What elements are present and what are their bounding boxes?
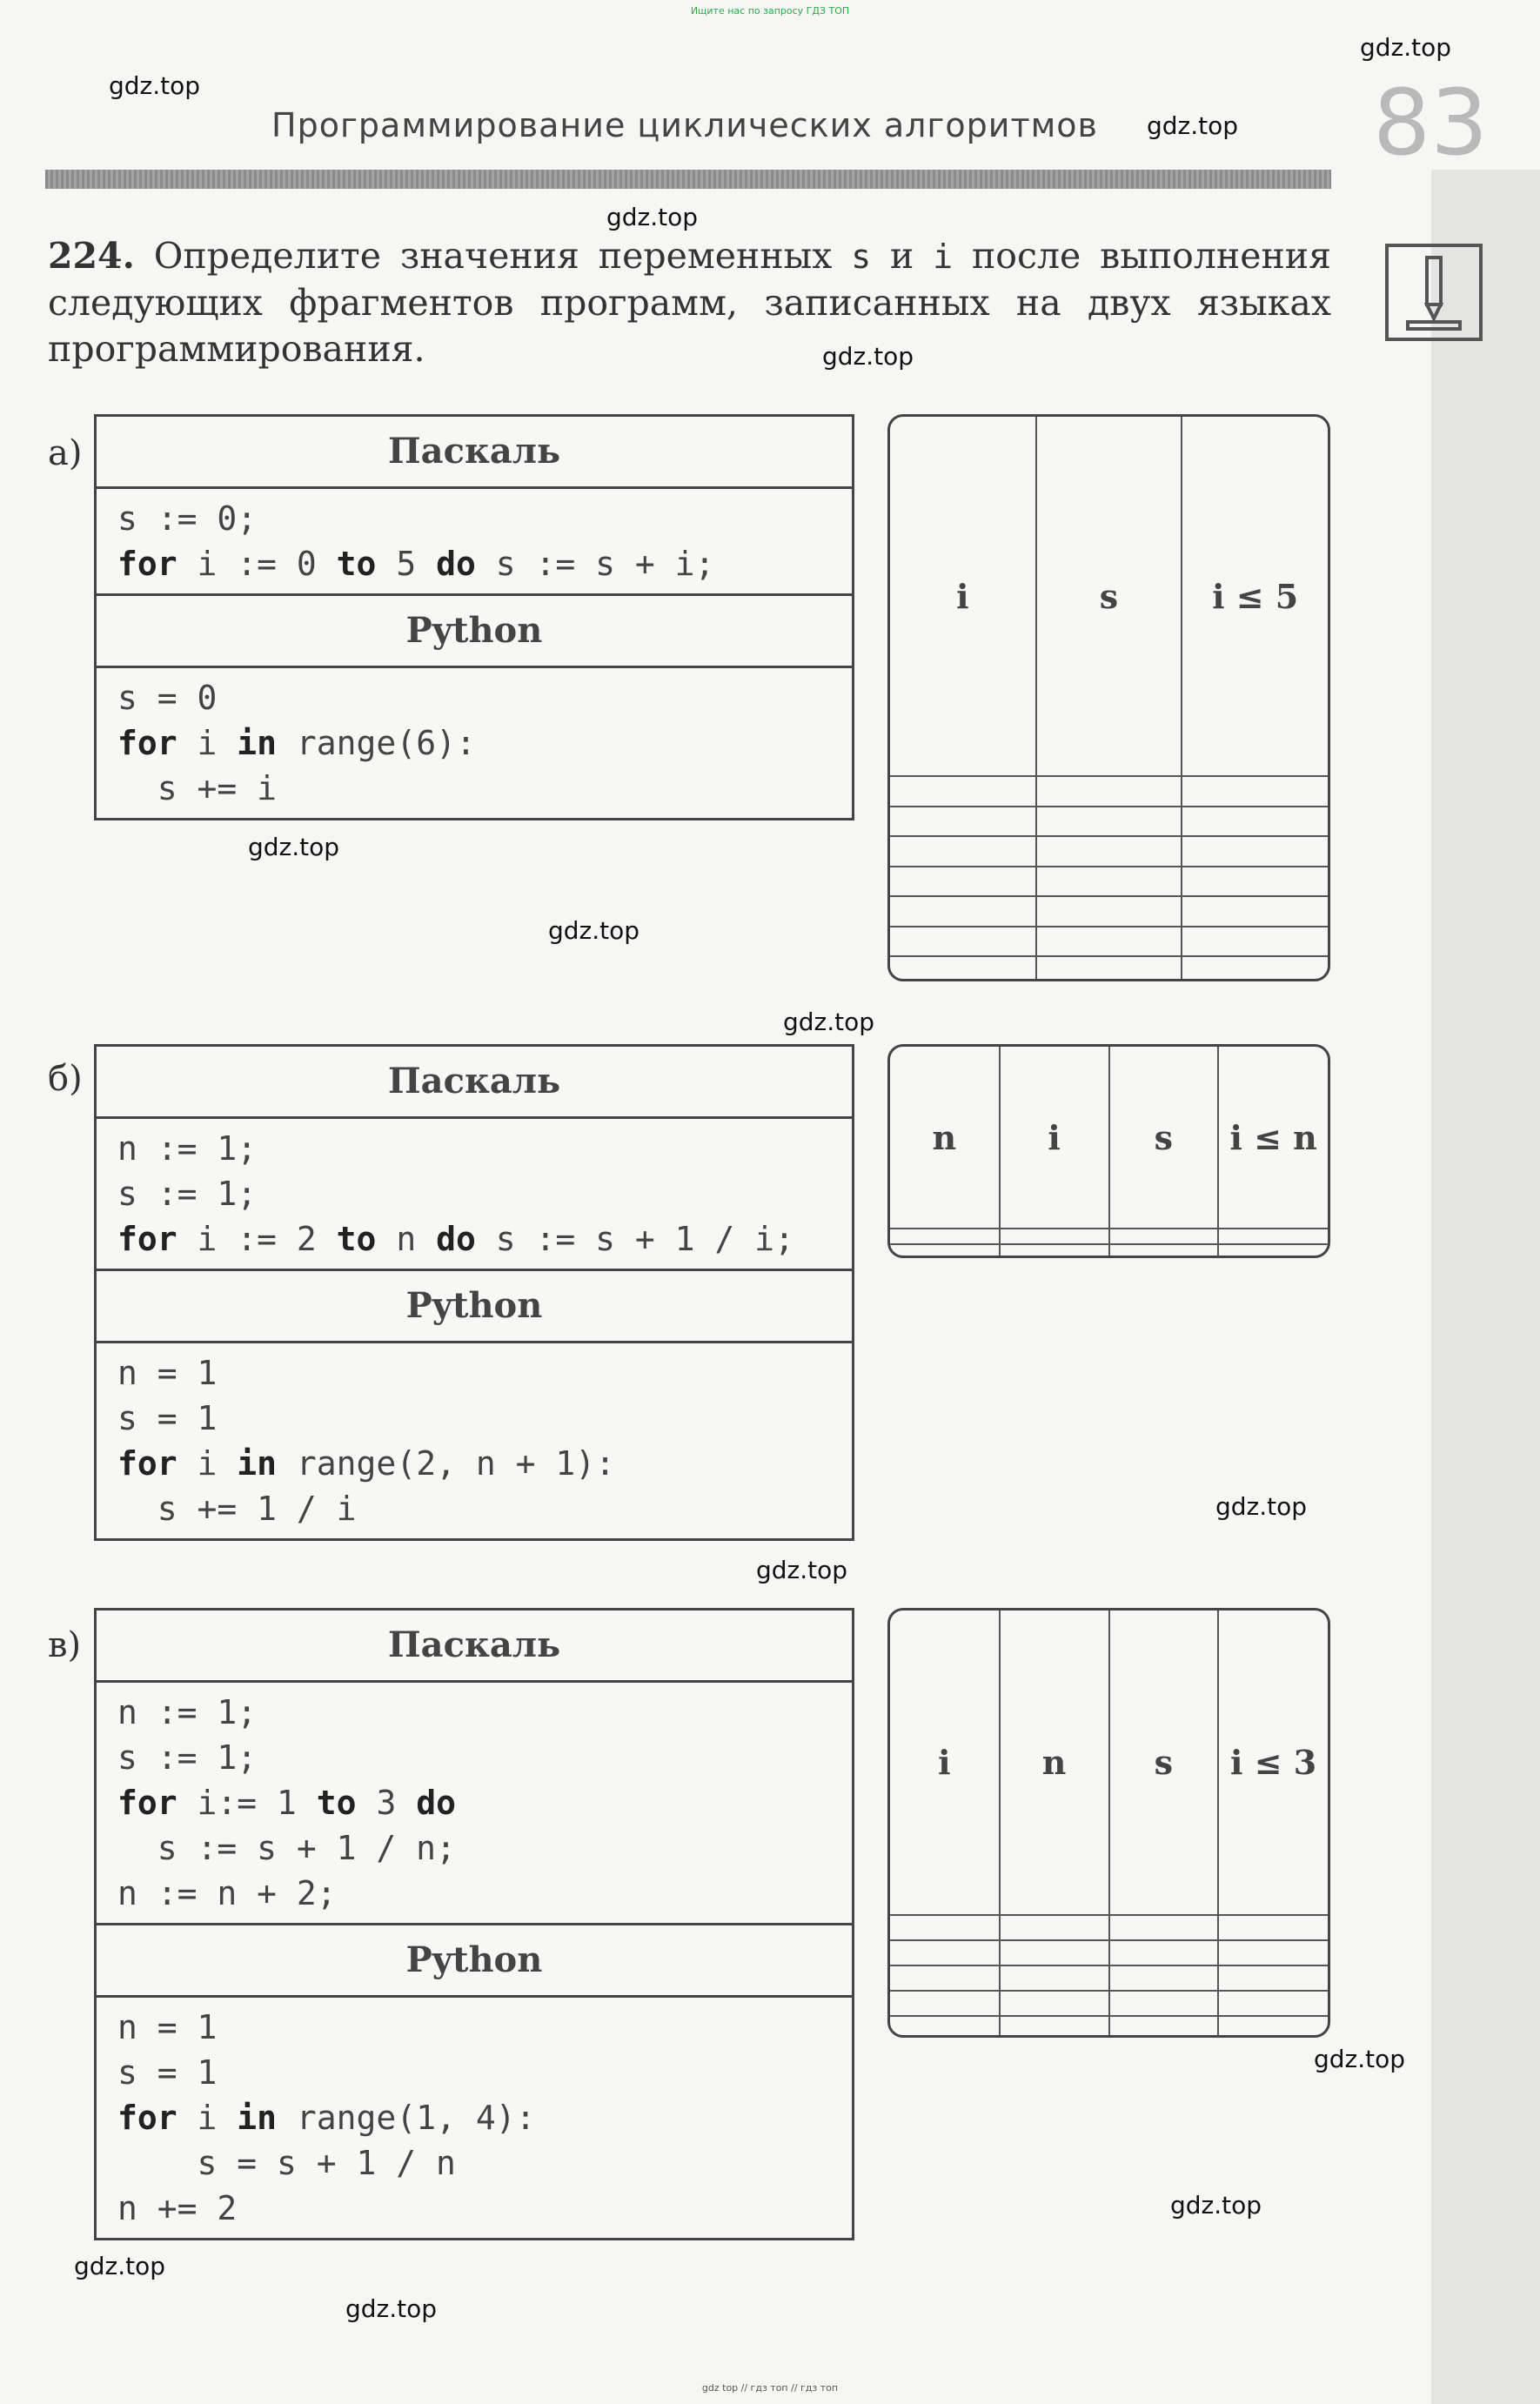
python-label: Python bbox=[97, 593, 852, 668]
trace-column-header: s bbox=[1109, 1610, 1219, 1915]
trace-table-c bbox=[887, 1608, 1330, 2038]
trace-cell[interactable] bbox=[1109, 2016, 1219, 2035]
watermark: gdz.top bbox=[548, 916, 640, 945]
watermark: gdz.top bbox=[1170, 2191, 1262, 2220]
trace-cell[interactable] bbox=[1036, 776, 1182, 806]
code-keyword: for bbox=[117, 1444, 177, 1483]
trace-row bbox=[890, 1229, 1328, 1243]
trace-cell[interactable] bbox=[890, 2016, 1000, 2035]
python-code bbox=[97, 1998, 852, 2238]
part-letter: б) bbox=[48, 1059, 83, 1099]
code-line bbox=[117, 2140, 852, 2186]
code-text: s := 0; bbox=[117, 499, 258, 538]
code-text: s := s + i; bbox=[475, 545, 715, 583]
trace-column-header: i ≤ 5 bbox=[1182, 417, 1328, 776]
trace-table-a bbox=[887, 414, 1330, 981]
code-text: range(2, n + 1): bbox=[277, 1444, 615, 1483]
bottom-note: gdz top // гдз топ // гдз топ bbox=[701, 2382, 839, 2394]
code-line bbox=[117, 1735, 852, 1780]
trace-cell[interactable] bbox=[1036, 896, 1182, 926]
watermark: gdz.top bbox=[109, 71, 201, 100]
header-divider-bar bbox=[45, 170, 1331, 189]
trace-cell[interactable] bbox=[1000, 1244, 1109, 1256]
trace-row bbox=[890, 927, 1328, 956]
code-text: i bbox=[177, 2099, 238, 2137]
pascal-code bbox=[97, 489, 852, 593]
trace-cell[interactable] bbox=[1182, 956, 1328, 979]
trace-cell[interactable] bbox=[1218, 1991, 1328, 2016]
code-text: i:= 1 bbox=[177, 1784, 317, 1822]
code-line bbox=[117, 1871, 852, 1916]
code-text: n += 2 bbox=[117, 2189, 238, 2227]
trace-row bbox=[890, 956, 1328, 979]
code-text: s = 0 bbox=[117, 679, 218, 717]
trace-cell[interactable] bbox=[890, 1915, 1000, 1940]
trace-row bbox=[890, 776, 1328, 806]
code-text: s = 1 bbox=[117, 2053, 218, 2092]
trace-column-header: n bbox=[1000, 1610, 1109, 1915]
trace-row bbox=[890, 1940, 1328, 1965]
task-text: и bbox=[871, 235, 934, 277]
code-line bbox=[117, 2186, 852, 2231]
code-text: range(6): bbox=[277, 724, 476, 762]
pencil-icon bbox=[1385, 244, 1483, 341]
code-keyword: do bbox=[436, 545, 476, 583]
code-line bbox=[117, 496, 852, 541]
trace-row bbox=[890, 896, 1328, 926]
code-line bbox=[117, 1690, 852, 1735]
code-text: s := s + 1 / n; bbox=[117, 1829, 456, 1867]
trace-cell[interactable] bbox=[1036, 956, 1182, 979]
code-text: n := n + 2; bbox=[117, 1874, 337, 1912]
trace-cell[interactable] bbox=[1000, 1229, 1109, 1243]
trace-cell[interactable] bbox=[890, 1244, 1000, 1256]
code-line bbox=[117, 1216, 852, 1262]
pascal-code bbox=[97, 1683, 852, 1923]
code-keyword: for bbox=[117, 724, 177, 762]
trace-row bbox=[890, 1965, 1328, 1991]
trace-cell[interactable] bbox=[1109, 1915, 1219, 1940]
code-keyword: do bbox=[416, 1784, 456, 1822]
code-line bbox=[117, 675, 852, 720]
code-line bbox=[117, 1780, 852, 1825]
code-text: 3 bbox=[356, 1784, 417, 1822]
trace-column-header: s bbox=[1109, 1047, 1219, 1229]
code-keyword: for bbox=[117, 545, 177, 583]
trace-row bbox=[890, 867, 1328, 896]
python-code bbox=[97, 1343, 852, 1538]
code-text: 5 bbox=[376, 545, 437, 583]
trace-cell[interactable] bbox=[1182, 836, 1328, 866]
trace-row bbox=[890, 836, 1328, 866]
top-note: Ищите нас по запросу ГДЗ ТОП bbox=[690, 5, 850, 17]
trace-cell[interactable] bbox=[890, 807, 1036, 836]
part-letter: в) bbox=[48, 1625, 82, 1665]
pascal-code bbox=[97, 1119, 852, 1269]
code-text: n = 1 bbox=[117, 2008, 218, 2046]
code-text: i := 2 bbox=[177, 1220, 337, 1258]
trace-cell[interactable] bbox=[1036, 836, 1182, 866]
task-var-i: i bbox=[933, 238, 954, 276]
trace-column-header: s bbox=[1036, 417, 1182, 776]
python-label: Python bbox=[97, 1269, 852, 1343]
code-text: s := s + 1 / i; bbox=[475, 1220, 794, 1258]
watermark: gdz.top bbox=[1215, 1492, 1308, 1521]
watermark: gdz.top bbox=[822, 342, 914, 371]
code-keyword: for bbox=[117, 1220, 177, 1258]
watermark: gdz.top bbox=[1147, 111, 1239, 140]
watermark: gdz.top bbox=[1314, 2045, 1406, 2073]
code-line bbox=[117, 2050, 852, 2095]
trace-cell[interactable] bbox=[890, 896, 1036, 926]
code-line bbox=[117, 2005, 852, 2050]
trace-cell[interactable] bbox=[890, 1991, 1000, 2016]
trace-cell[interactable] bbox=[1109, 1229, 1219, 1243]
trace-column-header: n bbox=[890, 1047, 1000, 1229]
trace-cell[interactable] bbox=[890, 836, 1036, 866]
code-keyword: for bbox=[117, 1784, 177, 1822]
trace-cell[interactable] bbox=[1182, 867, 1328, 896]
trace-cell[interactable] bbox=[1000, 2016, 1109, 2035]
code-text: n = 1 bbox=[117, 1354, 218, 1392]
program-box-a bbox=[94, 414, 854, 820]
code-text: s := 1; bbox=[117, 1175, 258, 1213]
trace-table-b bbox=[887, 1044, 1330, 1258]
code-keyword: to bbox=[336, 545, 377, 583]
trace-cell[interactable] bbox=[890, 1229, 1000, 1243]
code-line bbox=[117, 1171, 852, 1216]
trace-cell[interactable] bbox=[890, 1940, 1000, 1965]
trace-cell[interactable] bbox=[890, 956, 1036, 979]
trace-cell[interactable] bbox=[1218, 1244, 1328, 1256]
code-line bbox=[117, 720, 852, 766]
watermark: gdz.top bbox=[783, 1008, 875, 1036]
trace-cell[interactable] bbox=[890, 927, 1036, 956]
trace-cell[interactable] bbox=[1182, 776, 1328, 806]
pascal-label: Паскаль bbox=[97, 1610, 852, 1683]
code-line bbox=[117, 541, 852, 586]
code-line bbox=[117, 1825, 852, 1871]
trace-cell[interactable] bbox=[1182, 927, 1328, 956]
trace-column-header: i bbox=[890, 1610, 1000, 1915]
page-number: 83 bbox=[1373, 70, 1489, 176]
trace-cell[interactable] bbox=[1218, 1915, 1328, 1940]
watermark: gdz.top bbox=[756, 1556, 848, 1584]
task-statement bbox=[48, 233, 1331, 372]
code-text: s += i bbox=[117, 769, 278, 807]
trace-row bbox=[890, 2016, 1328, 2035]
code-keyword: in bbox=[237, 2099, 278, 2137]
trace-cell[interactable] bbox=[1109, 1965, 1219, 1991]
code-text: s := 1; bbox=[117, 1738, 258, 1777]
code-text: n := 1; bbox=[117, 1693, 258, 1731]
code-text: s += 1 / i bbox=[117, 1490, 357, 1528]
code-line bbox=[117, 1441, 852, 1486]
part-letter: а) bbox=[48, 433, 83, 473]
trace-cell[interactable] bbox=[890, 776, 1036, 806]
task-var-s: s bbox=[851, 238, 872, 276]
trace-table bbox=[890, 1047, 1328, 1256]
page-header-title: Программирование циклических алгоритмов bbox=[271, 106, 1098, 144]
code-text: s = s + 1 / n bbox=[117, 2144, 456, 2182]
pascal-label: Паскаль bbox=[97, 417, 852, 489]
page-edge-band bbox=[1431, 170, 1540, 2404]
code-text: i bbox=[177, 724, 238, 762]
code-text: range(1, 4): bbox=[277, 2099, 536, 2137]
program-box-c bbox=[94, 1608, 854, 2240]
program-box-b bbox=[94, 1044, 854, 1541]
trace-column-header: i bbox=[890, 417, 1036, 776]
code-text: n := 1; bbox=[117, 1129, 258, 1168]
python-code bbox=[97, 668, 852, 818]
task-text: Определите значения переменных bbox=[134, 235, 852, 277]
trace-column-header: i bbox=[1000, 1047, 1109, 1229]
trace-cell[interactable] bbox=[1182, 807, 1328, 836]
trace-row bbox=[890, 807, 1328, 836]
code-line bbox=[117, 1350, 852, 1396]
trace-column-header: i ≤ 3 bbox=[1218, 1610, 1328, 1915]
pascal-label: Паскаль bbox=[97, 1047, 852, 1119]
trace-column-header: i ≤ n bbox=[1218, 1047, 1328, 1229]
code-line bbox=[117, 2095, 852, 2140]
trace-cell[interactable] bbox=[1218, 1940, 1328, 1965]
code-text: i := 0 bbox=[177, 545, 337, 583]
trace-cell[interactable] bbox=[890, 1965, 1000, 1991]
code-line bbox=[117, 766, 852, 811]
trace-cell[interactable] bbox=[1000, 1940, 1109, 1965]
code-keyword: for bbox=[117, 2099, 177, 2137]
trace-row bbox=[890, 1244, 1328, 1256]
trace-row bbox=[890, 1991, 1328, 2016]
code-text: i bbox=[177, 1444, 238, 1483]
task-number: 224. bbox=[48, 235, 135, 277]
task-text: после выполнения следующих фрагментов программ, записанных на двух языках программирования. bbox=[48, 235, 1331, 370]
trace-cell[interactable] bbox=[1109, 1940, 1219, 1965]
code-keyword: in bbox=[237, 724, 278, 762]
watermark: gdz.top bbox=[1360, 33, 1452, 62]
trace-cell[interactable] bbox=[1000, 1965, 1109, 1991]
trace-cell[interactable] bbox=[1000, 1915, 1109, 1940]
code-line bbox=[117, 1126, 852, 1171]
watermark: gdz.top bbox=[345, 2294, 438, 2323]
trace-table bbox=[890, 1610, 1328, 2035]
watermark: gdz.top bbox=[606, 203, 699, 231]
code-keyword: to bbox=[336, 1220, 377, 1258]
trace-table bbox=[890, 417, 1328, 979]
trace-cell[interactable] bbox=[1109, 1244, 1219, 1256]
trace-cell[interactable] bbox=[890, 867, 1036, 896]
trace-cell[interactable] bbox=[1000, 1991, 1109, 2016]
code-text: s = 1 bbox=[117, 1399, 218, 1437]
trace-cell[interactable] bbox=[1218, 2016, 1328, 2035]
code-keyword: to bbox=[316, 1784, 357, 1822]
trace-cell[interactable] bbox=[1182, 896, 1328, 926]
code-keyword: do bbox=[436, 1220, 476, 1258]
trace-cell[interactable] bbox=[1036, 927, 1182, 956]
trace-cell[interactable] bbox=[1109, 1991, 1219, 2016]
trace-cell[interactable] bbox=[1036, 867, 1182, 896]
python-label: Python bbox=[97, 1923, 852, 1998]
trace-cell[interactable] bbox=[1036, 807, 1182, 836]
watermark: gdz.top bbox=[74, 2252, 166, 2280]
code-line bbox=[117, 1486, 852, 1531]
code-line bbox=[117, 1396, 852, 1441]
trace-row bbox=[890, 1915, 1328, 1940]
watermark: gdz.top bbox=[248, 833, 340, 861]
trace-cell[interactable] bbox=[1218, 1965, 1328, 1991]
code-text: n bbox=[376, 1220, 437, 1258]
code-keyword: in bbox=[237, 1444, 278, 1483]
trace-cell[interactable] bbox=[1218, 1229, 1328, 1243]
